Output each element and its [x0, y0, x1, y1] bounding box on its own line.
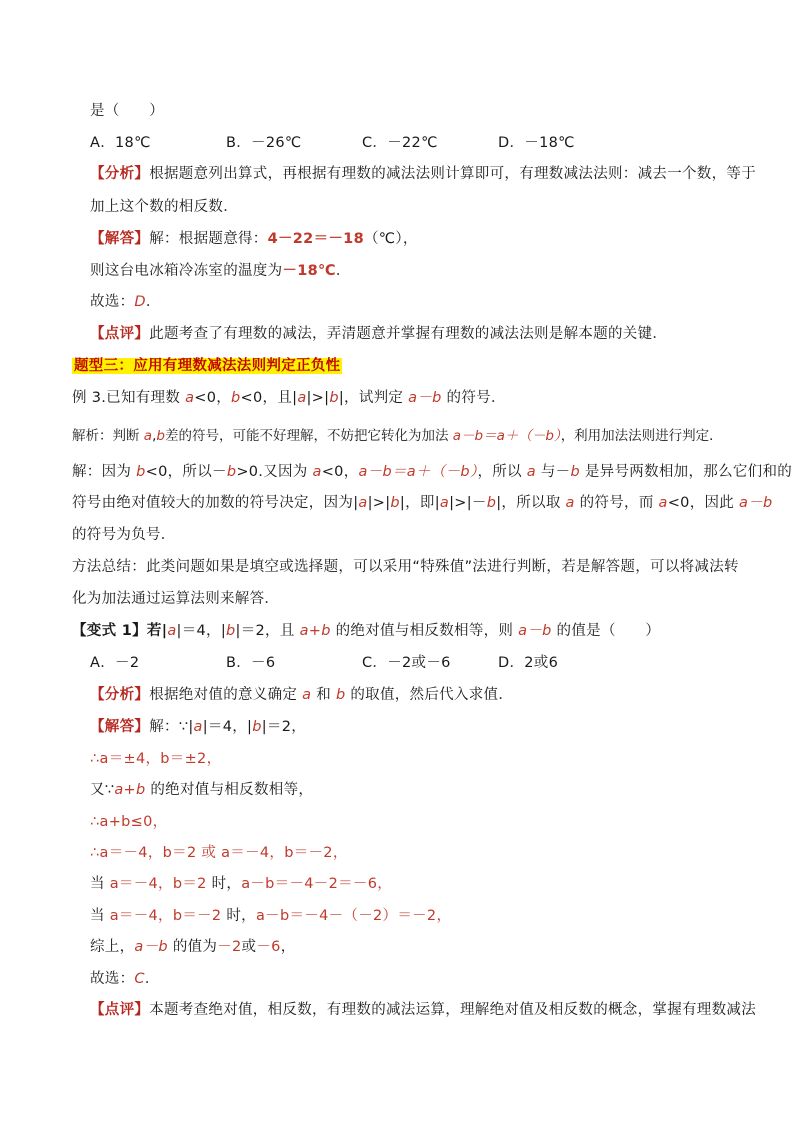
- solution-line-1: 解：因为 b<0，所以－b>0.又因为 a<0，a－b＝a＋（－b），所以 a 与－b 是异号两数相加，那么它们和的: [72, 464, 793, 480]
- variant-comment: 【点评】本题考查绝对值，相反数，有理数的减法运算，理解绝对值及相反数的概念，掌握有理数减法: [90, 1002, 756, 1018]
- option-c: C．－22℃: [362, 135, 438, 151]
- variant-analysis-tag: 【分析】: [90, 687, 150, 703]
- variant-step-5: 当 a＝－4，b＝2 时，a－b＝－4－2＝－6，: [90, 876, 393, 892]
- variant-answer-tag: 【解答】: [90, 719, 150, 735]
- variant-step-1: ∴a＝±4，b＝±2，: [90, 751, 222, 767]
- answer-tag: 【解答】: [90, 231, 150, 247]
- variant-step-2: 又∵a+b 的绝对值与相反数相等，: [90, 782, 314, 798]
- variant-1-stem: 【变式 1】若|a|＝4，|b|＝2，且 a+b 的绝对值与相反数相等，则 a－b 的值是（ ）: [72, 623, 661, 639]
- option-b: B．－26℃: [226, 135, 302, 151]
- variant-comment-tag: 【点评】: [90, 1002, 150, 1018]
- variant-options-row: [90, 653, 558, 673]
- example-3: 例 3.已知有理数 a<0，b<0，且|a|>|b|，试判定 a－b 的符号．: [72, 390, 506, 406]
- solution-line-2: 符号由绝对值较大的加数的符号决定，因为|a|>|b|，即|a|>|－b|，所以取 a 的符号，而 a<0，因此 a－b: [72, 495, 773, 511]
- options-row: [90, 133, 575, 153]
- answer-line-2: 则这台电冰箱冷冻室的温度为－18℃．: [90, 263, 351, 279]
- option-d: D．－18℃: [498, 135, 575, 151]
- question-stem-tail: 是（ ）: [90, 103, 164, 119]
- variant-step-3: ∴a+b≤0，: [90, 814, 168, 830]
- choose-line: 故选：D．: [90, 294, 161, 310]
- variant-option-a: A．－2: [90, 655, 140, 671]
- method-summary-2: 化为加法通过运算法则来解答．: [72, 591, 280, 607]
- variant-choose: 故选：C．: [90, 971, 160, 987]
- comment-line: 【点评】此题考查了有理数的减法，弄清题意并掌握有理数的减法法则是解本题的关键．: [90, 326, 668, 342]
- variant-step-6: 当 a＝－4，b＝－2 时，a－b＝－4－（－2）＝－2，: [90, 908, 452, 924]
- variant-step-7: 综上，a－b 的值为－2或－6，: [90, 939, 296, 955]
- option-a: A．18℃: [90, 135, 151, 151]
- analysis-line-2: 加上这个数的相反数．: [90, 199, 238, 215]
- method-summary-1: 方法总结：此类问题如果是填空或选择题，可以采用“特殊值”法进行判断，若是解答题，可以将减法转: [72, 559, 739, 575]
- answer-line-1: 【解答】解：根据题意得：4－22＝－18（℃），: [90, 231, 418, 247]
- variant-option-b: B．－6: [226, 655, 276, 671]
- variant-answer: 【解答】解：∵|a|＝4，|b|＝2，: [90, 719, 307, 735]
- section-title: 题型三：应用有理数减法法则判定正负性: [74, 358, 341, 374]
- variant-step-4: ∴a＝－4，b＝2 或 a＝－4，b＝－2，: [90, 845, 348, 861]
- analysis-line-1: 【分析】根据题意列出算式，再根据有理数的减法法则计算即可，有理数减法法则：减去一个数，等于: [90, 166, 756, 182]
- example-hint: 解析：判断 a,b差的符号，可能不好理解，不妨把它转化为加法 a－b＝a＋（－b），利用加法法则进行判定．: [72, 428, 723, 444]
- variant-option-c: C．－2或－6: [362, 655, 451, 671]
- variant-analysis: 【分析】根据绝对值的意义确定 a 和 b 的取值，然后代入求值．: [90, 687, 514, 703]
- solution-line-3: 的符号为负号．: [72, 527, 176, 543]
- analysis-tag: 【分析】: [90, 166, 150, 182]
- variant-option-d: D．2或6: [498, 655, 559, 671]
- comment-tag: 【点评】: [90, 326, 150, 342]
